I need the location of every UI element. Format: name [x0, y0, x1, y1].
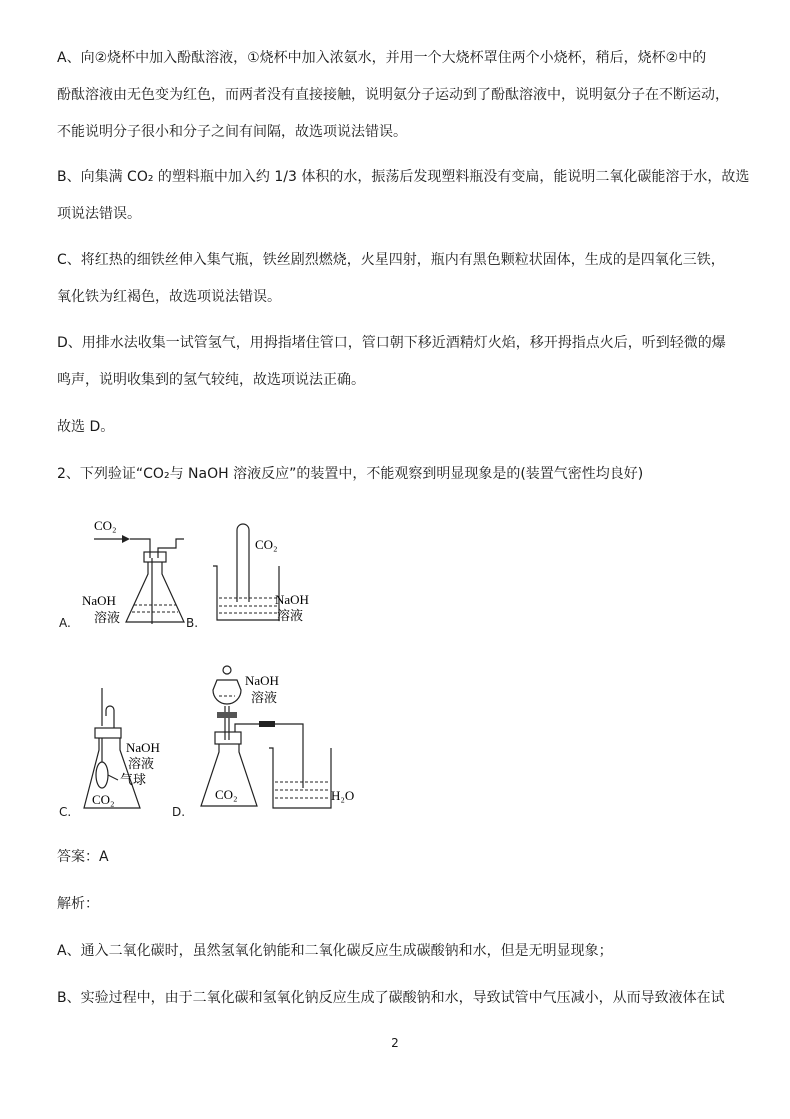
- solution-label: 溶液: [94, 610, 121, 625]
- stopper: [144, 552, 166, 562]
- co2-label: CO₂: [215, 787, 238, 802]
- explanation-a: [57, 40, 737, 151]
- question-2: 2、下列验证“CO₂与 NaOH 溶液反应”的装置中，不能观察到明显现象是的(装置气密性均良好): [57, 466, 644, 482]
- apparatus-c-figure: [80, 680, 190, 815]
- funnel-stopper: [223, 666, 231, 674]
- naoh-label: NaOH: [275, 592, 309, 607]
- analysis-b: B、实验过程中，由于二氧化碳和氢氧化钠反应生成了碳酸钠和水，导致试管中气压减小，从而导致液体在试: [57, 990, 725, 1006]
- dropper: [106, 706, 114, 728]
- option-c: C.: [59, 805, 72, 819]
- text-line: 氧化铁为红褐色，故选项说法错误。: [57, 289, 281, 305]
- balloon-pointer: [108, 775, 118, 780]
- separatory-funnel: [213, 680, 241, 704]
- apparatus-b-figure: [205, 516, 330, 631]
- option-b: B.: [186, 616, 199, 630]
- stopcock-icon: [217, 712, 237, 718]
- explanation-b: [57, 159, 750, 233]
- balloon-label: 气球: [120, 772, 147, 787]
- delivery-tube: [235, 724, 303, 788]
- text-line: A、向②烧杯中加入酚酞溶液，①烧杯中加入浓氨水，并用一个大烧杯罩住两个小烧杯，稍后，烧杯②中的: [57, 50, 707, 66]
- text-line: 鸣声，说明收集到的氢气较纯，故选项说法正确。: [57, 372, 365, 388]
- analysis-label: 解析：: [57, 896, 99, 912]
- water-label: H₂O: [331, 788, 355, 803]
- solution-label: 溶液: [128, 756, 155, 771]
- text-line: 不能说明分子很小和分子之间有间隔，故选项说法错误。: [57, 124, 407, 140]
- stopper: [95, 728, 121, 738]
- page-number: 2: [391, 1036, 399, 1050]
- co2-label: CO₂: [255, 537, 278, 552]
- text-line: D、用排水法收集一试管氢气，用拇指堵住管口，管口朝下移近酒精灯火焰，移开拇指点火后，听到轻微的爆: [57, 335, 726, 351]
- analysis-a: A、通入二氧化碳时，虽然氢氧化钠能和二氧化碳反应生成碳酸钠和水，但是无明显现象；: [57, 943, 613, 959]
- naoh-label: NaOH: [245, 673, 279, 688]
- co2-label: CO₂: [92, 792, 115, 807]
- text-line: 项说法错误。: [57, 206, 141, 222]
- answer-line: 答案：A: [57, 849, 109, 865]
- naoh-label: NaOH: [126, 740, 160, 755]
- balloon-icon: [96, 762, 108, 788]
- arrow-head-icon: [122, 535, 130, 543]
- text-line: 酚酞溶液由无色变为红色，而两者没有直接接触，说明氨分子运动到了酚酞溶液中，说明氨分子在不断运动，: [57, 87, 729, 103]
- rubber-connector-icon: [259, 721, 275, 727]
- co2-label: CO₂: [94, 518, 117, 533]
- choice-line: 故选 D。: [57, 419, 115, 435]
- option-a: A.: [59, 616, 71, 630]
- stopper: [215, 732, 241, 744]
- solution-label: 溶液: [277, 608, 304, 623]
- solution-label: 溶液: [251, 690, 278, 705]
- explanation-d: [57, 325, 737, 399]
- conical-flask: [126, 562, 184, 622]
- test-tube: [237, 524, 249, 602]
- funnel-stem: [225, 706, 229, 740]
- text-line: C、将红热的细铁丝伸入集气瓶，铁丝剧烈燃烧，火星四射，瓶内有黑色颗粒状固体，生成的是四氧化三铁，: [57, 252, 725, 268]
- explanation-c: [57, 242, 737, 316]
- apparatus-d-figure: [195, 660, 370, 815]
- beaker: [269, 748, 331, 808]
- beaker: [213, 566, 279, 620]
- naoh-label: NaOH: [82, 593, 116, 608]
- apparatus-a-figure: [80, 512, 200, 632]
- text-line: B、向集满 CO₂ 的塑料瓶中加入约 1/3 体积的水，振荡后发现塑料瓶没有变扁，能说明二氧化碳能溶于水，故选: [57, 169, 750, 185]
- option-d: D.: [172, 805, 186, 819]
